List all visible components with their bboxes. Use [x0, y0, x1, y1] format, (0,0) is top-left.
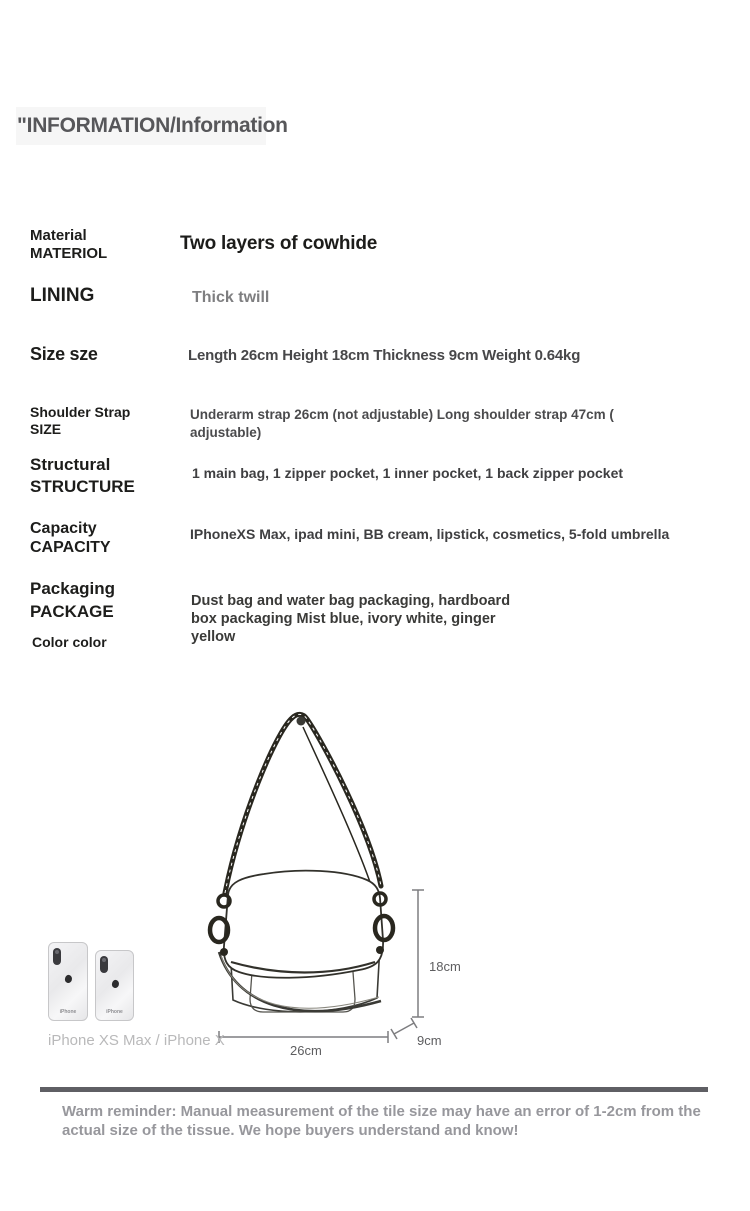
depth-dimension-label: 9cm — [417, 1033, 442, 1048]
material-value: Two layers of cowhide — [180, 233, 378, 254]
strap-buckle — [297, 717, 306, 726]
lining-label: LINING — [30, 285, 95, 306]
shoulder-strap-value: Underarm strap 26cm (not adjustable) Long shoulder strap 47cm ( adjustable) — [190, 407, 614, 440]
iphone-x-image: iPhone — [95, 950, 134, 1021]
phone-camera-icon — [53, 948, 61, 965]
footer-divider — [40, 1087, 708, 1092]
width-dimension-line — [219, 1031, 388, 1043]
structure-value: 1 main bag, 1 zipper pocket, 1 inner pocket, 1 back zipper pocket — [192, 465, 624, 481]
packaging-value: Dust bag and water bag packaging, hardboard box packaging Mist blue, ivory white, ginger yellow — [191, 593, 511, 645]
phone-camera-icon — [100, 956, 108, 973]
lining-value: Thick twill — [192, 289, 270, 306]
warm-reminder: Warm reminder: Manual measurement of the tile size may have an error of 1-2cm from the actual size of the tissue. We hope buyers understand and know! — [62, 1103, 701, 1139]
apple-logo-icon — [64, 974, 73, 984]
size-label: Size sze — [30, 344, 98, 364]
depth-dimension-line — [391, 1018, 417, 1039]
shoulder-strap-label: Shoulder Strap SIZE — [30, 404, 131, 437]
page-title: "INFORMATION/Information — [16, 107, 266, 145]
phones-caption: iPhone XS Max / iPhone X — [48, 1032, 225, 1049]
iphone-xs-max-image: iPhone — [48, 942, 88, 1021]
capacity-value: IPhoneXS Max, ipad mini, BB cream, lipstick, cosmetics, 5-fold umbrella — [190, 526, 670, 542]
color-label: Color color — [32, 634, 107, 650]
width-dimension-label: 26cm — [290, 1043, 322, 1058]
bag-flap — [224, 871, 383, 978]
material-label: Material MATERIOL — [30, 227, 108, 262]
structure-label: Structural STRUCTURE — [30, 455, 135, 496]
apple-logo-icon — [110, 979, 119, 989]
size-value: Length 26cm Height 18cm Thickness 9cm Weight 0.64kg — [188, 347, 581, 364]
strap-line — [225, 714, 381, 893]
packaging-label: Packaging PACKAGE — [30, 579, 116, 621]
height-dimension-label: 18cm — [429, 959, 461, 974]
capacity-label: Capacity CAPACITY — [30, 520, 111, 556]
height-dimension-line — [412, 890, 424, 1017]
